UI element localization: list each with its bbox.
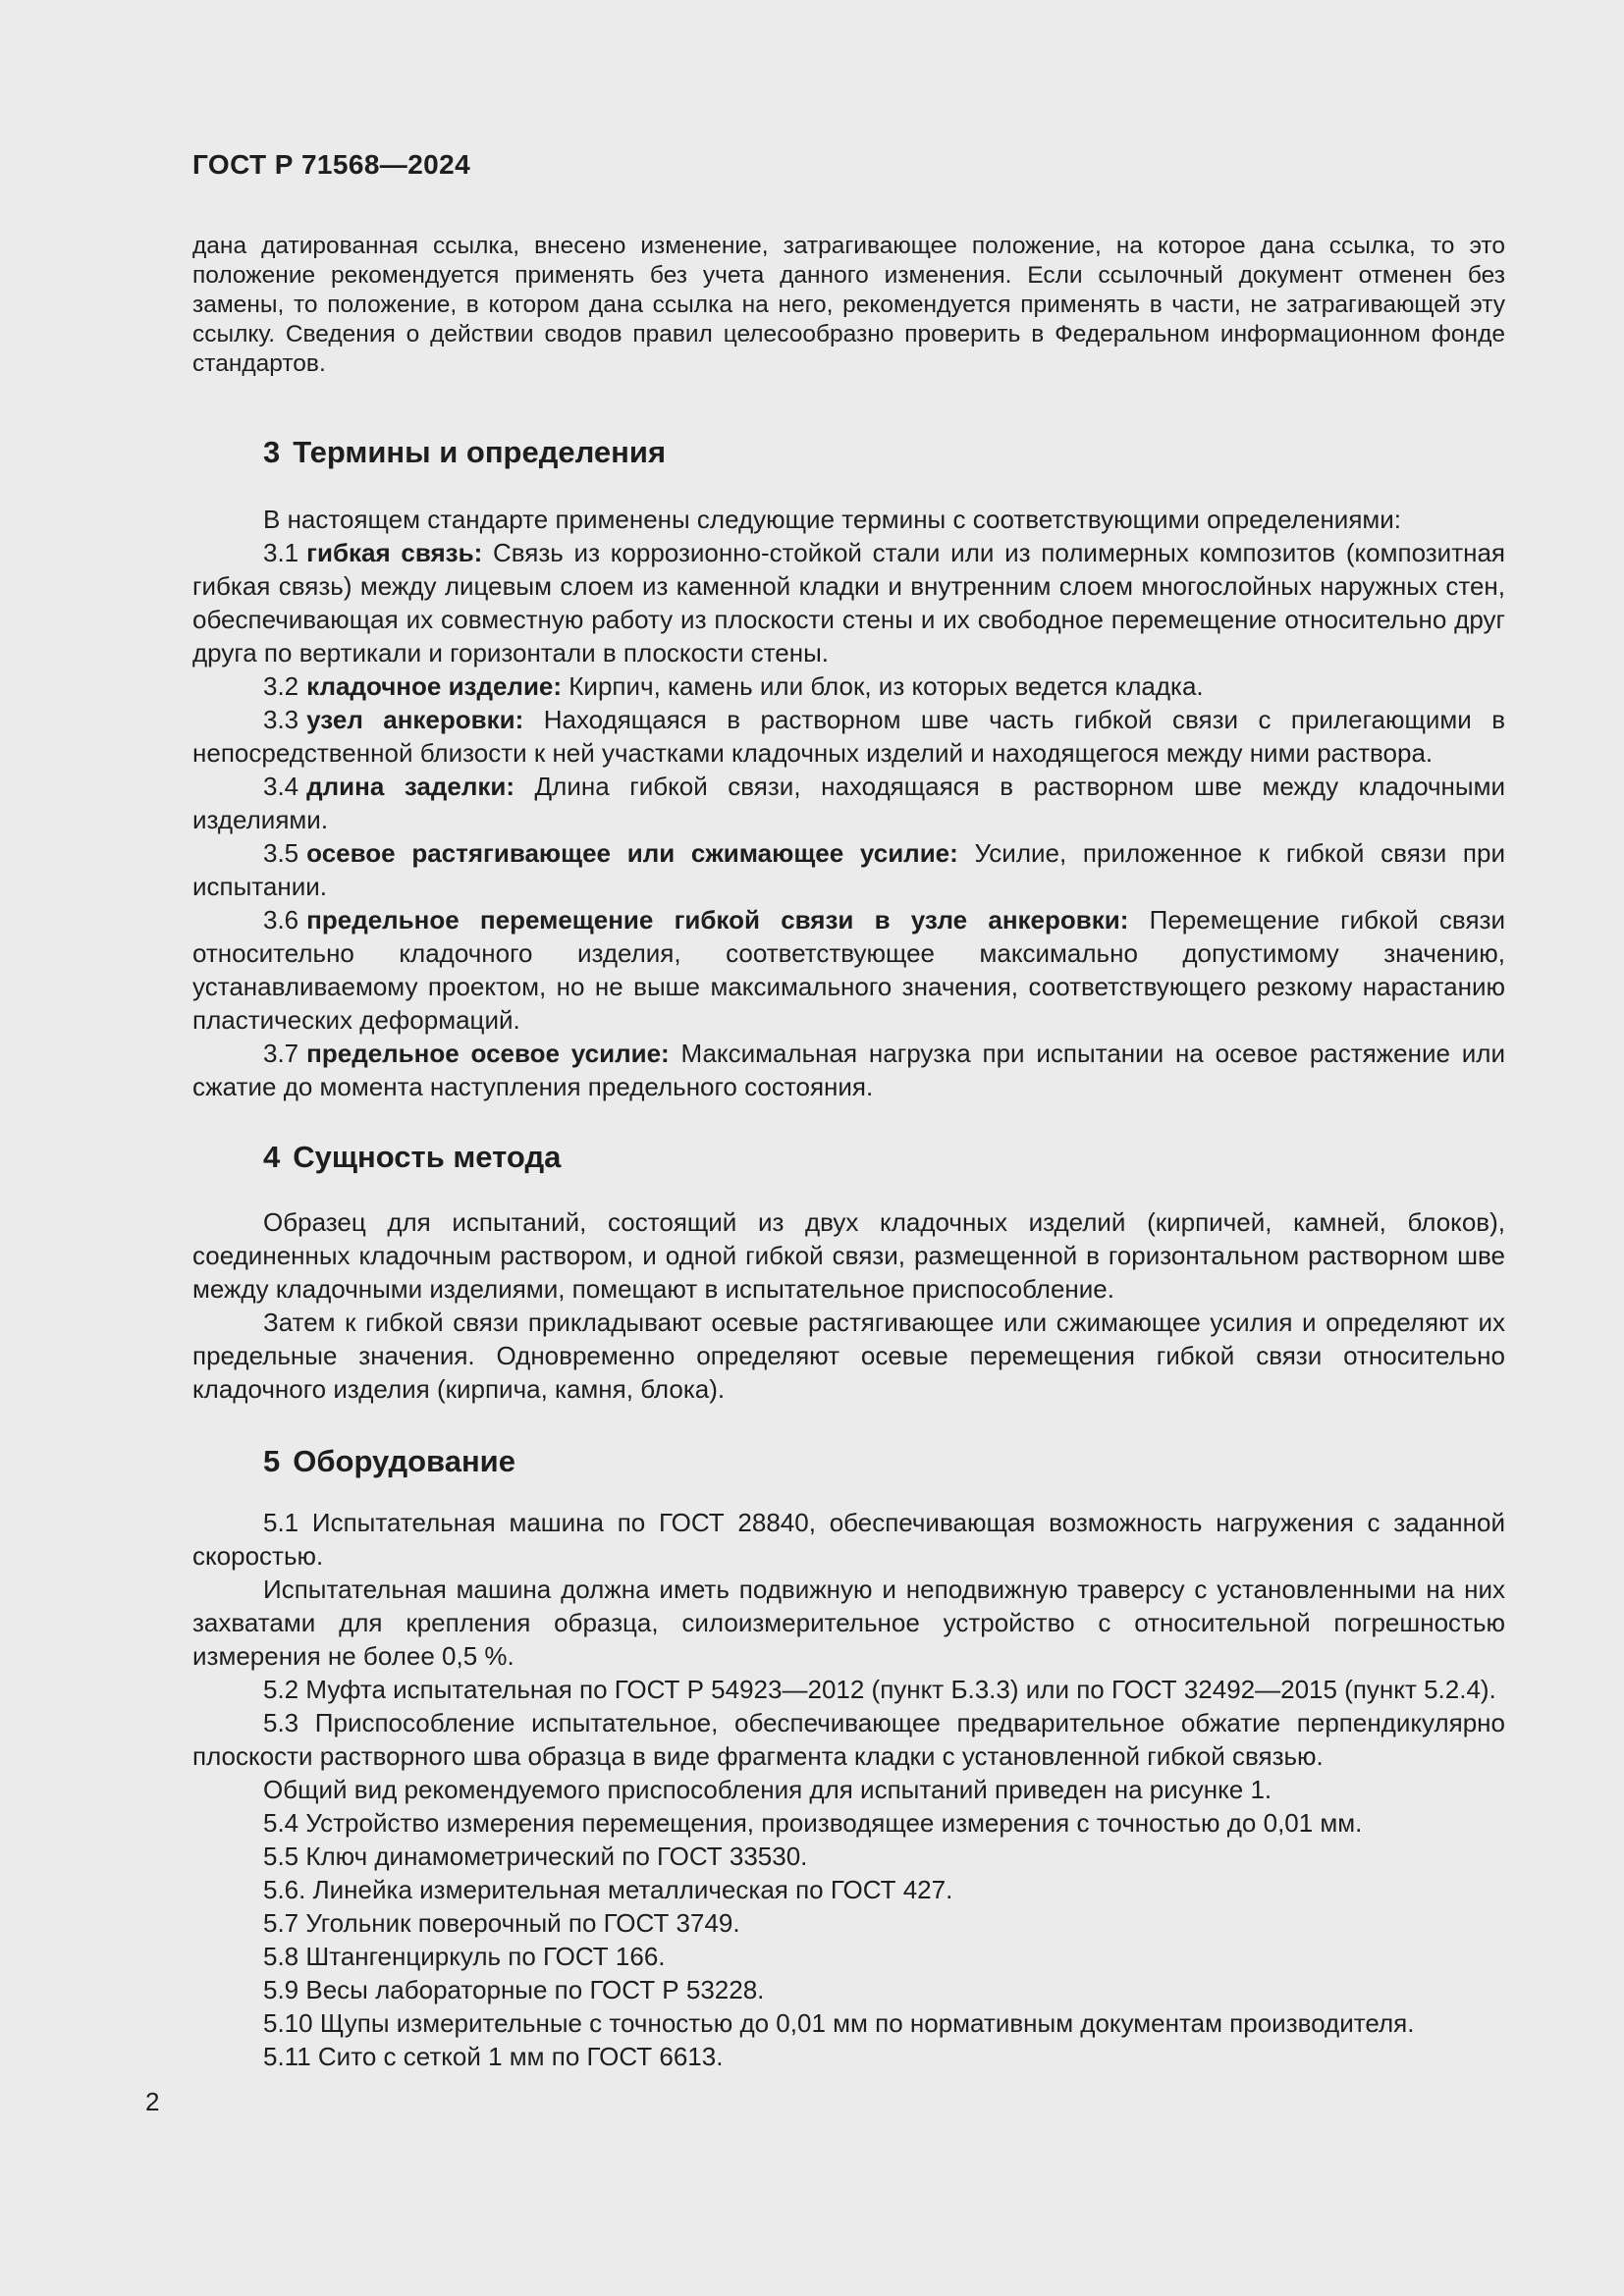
term-name: узел анкеровки: [306, 705, 524, 734]
section-5-item: 5.9 Весы лабораторные по ГОСТ Р 53228. [263, 1975, 765, 2004]
section-5-heading [192, 1443, 1505, 1480]
term-name: предельное перемещение гибкой связи в узле анкеровки: [306, 905, 1129, 934]
section-5-item: 5.10 Щупы измерительные с точностью до 0,01 мм по нормативным документам производителя. [263, 2008, 1415, 2038]
term-definition: Находящаяся в растворном шве часть гибкой связи с прилегающими в непосредственной близости к ней участками кладочных изделий и находящегося между ними раствора. [192, 705, 1506, 768]
term-definition: Связь из коррозионно-стойкой стали или из полимерных композитов (композитная гибкая связь) между лицевым слоем из каменной кладки и внутренним слоем многослойных наружных стен, обеспечивающая их совместную работу из плоскости стены и их свободное перемещение относительно друг друга по вертикали и горизонтали в плоскости стены. [192, 538, 1505, 667]
text-column [145, 149, 1506, 2118]
term-3-5 [192, 836, 1505, 903]
term-number: 3.5 [263, 838, 299, 868]
term-definition: Максимальная нагрузка при испытании на осевое растяжение или сжатие до момента наступления предельного состояния. [192, 1039, 1505, 1101]
section-4-number: 4 [263, 1140, 281, 1174]
section-5-item: 5.8 Штангенциркуль по ГОСТ 166. [263, 1942, 666, 1971]
section-5-item: Общий вид рекомендуемого приспособления для испытаний приведен на рисунке 1. [263, 1775, 1272, 1804]
term-number: 3.2 [263, 671, 299, 701]
section-3-heading [192, 434, 1505, 471]
term-3-6 [192, 903, 1505, 1037]
term-definition: Усилие, приложенное к гибкой связи при испытании. [192, 838, 1505, 901]
term-name: предельное осевое усилие: [306, 1039, 670, 1068]
term-3-1 [192, 536, 1505, 669]
section-5-item: 5.6. Линейка измерительная металлическая по ГОСТ 427. [263, 1875, 953, 1904]
term-name: гибкая связь: [306, 538, 483, 567]
term-definition: Кирпич, камень или блок, из которых ведется кладка. [562, 671, 1204, 701]
section-5-number: 5 [263, 1444, 281, 1478]
term-number: 3.4 [263, 772, 299, 801]
section-5-item: 5.4 Устройство измерения перемещения, производящее измерения с точностью до 0,01 мм. [263, 1808, 1363, 1838]
term-name: длина заделки: [306, 772, 515, 801]
term-3-4 [192, 770, 1505, 836]
section-5-item: 5.11 Сито с сеткой 1 мм по ГОСТ 6613. [263, 2042, 724, 2071]
term-name: осевое растягивающее или сжимающее усилие: [306, 838, 958, 868]
term-number: 3.7 [263, 1039, 299, 1068]
section-3-title: Термины и определения [293, 435, 667, 469]
section-4-title: Сущность метода [293, 1140, 562, 1174]
term-number: 3.3 [263, 705, 299, 734]
section-5-title: Оборудование [293, 1444, 515, 1478]
section-5-item: 5.5 Ключ динамометрический по ГОСТ 33530. [263, 1842, 808, 1871]
term-3-3 [192, 703, 1505, 770]
section-5-item: 5.2 Муфта испытательная по ГОСТ Р 54923—2012 (пункт Б.3.3) или по ГОСТ 32492—2015 (пункт 5.2.4). [263, 1675, 1496, 1704]
section-5-item: 5.1 Испытательная машина по ГОСТ 28840, обеспечивающая возможность нагружения с заданной скоростью. [192, 1508, 1505, 1571]
section-3-intro: В настоящем стандарте применены следующие термины с соответствующими определениями: [263, 505, 1402, 534]
term-name: кладочное изделие: [306, 671, 563, 701]
page-number: 2 [145, 2087, 160, 2116]
section-4-paragraph: Затем к гибкой связи прикладывают осевые растягивающее или сжимающее усилия и определяют их предельные значения. Одновременно определяют осевые перемещения гибкой связи относительно кладочного изделия (кирпича, камня, блока). [192, 1308, 1505, 1404]
term-definition: Перемещение гибкой связи относительно кладочного изделия, соответствующее максимально допустимому значению, устанавливаемому проектом, но не выше максимального значения, соответствующего резкому нарастанию пластических деформаций. [192, 905, 1505, 1035]
term-definition: Длина гибкой связи, находящаяся в растворном шве между кладочными изделиями. [192, 772, 1505, 834]
section-4-paragraph: Образец для испытаний, состоящий из двух кладочных изделий (кирпичей, камней, блоков), соединенных кладочным раствором, и одной гибкой связи, размещенной в горизонтальном растворном шве между кладочными изделиями, помещают в испытательное приспособление. [192, 1207, 1505, 1304]
running-header: ГОСТ Р 71568—2024 [192, 149, 471, 180]
term-3-2 [192, 669, 1505, 703]
section2-continuation-paragraph: дана датированная ссылка, внесено изменение, затрагивающее положение, на которое дана ссылка, то это положение рекомендуется применять без учета данного изменения. Если ссылочный документ отменен без замены, то положение, в котором дана ссылка на него, рекомендуется применять в части, не затрагивающей эту ссылку. Сведения о действии сводов правил целесообразно проверить в Федеральном информационном фонде стандартов. [192, 233, 1505, 377]
section-4-heading [192, 1139, 1505, 1176]
term-number: 3.6 [263, 905, 299, 934]
section-5-item: 5.3 Приспособление испытательное, обеспечивающее предварительное обжатие перпендикулярно плоскости растворного шва образца в виде фрагмента кладки с установленной гибкой связью. [192, 1708, 1505, 1771]
section-5-item: 5.7 Угольник поверочный по ГОСТ 3749. [263, 1908, 740, 1938]
term-number: 3.1 [263, 538, 299, 567]
section-5-item: Испытательная машина должна иметь подвижную и неподвижную траверсу с установленными на них захватами для крепления образца, силоизмерительное устройство с относительной погрешностью измерения не более 0,5 %. [192, 1575, 1505, 1671]
term-3-7 [192, 1037, 1505, 1103]
section-3-number: 3 [263, 435, 281, 469]
